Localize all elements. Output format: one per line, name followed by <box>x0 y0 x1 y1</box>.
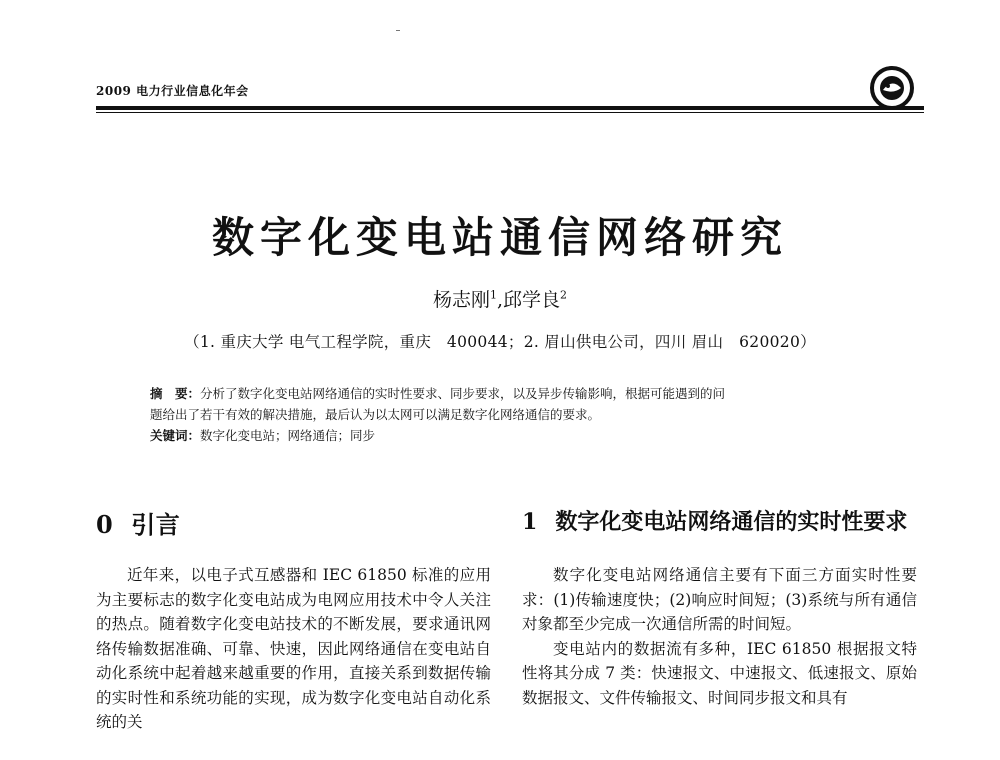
paragraph: 变电站内的数据流有多种，IEC 61850 根据报文特性将其分成 7 类：快速报文、中速报文、低速报文、原始数据报文、文件传输报文、时间同步报文和具有 <box>522 639 917 707</box>
author-name: 杨志刚 <box>432 289 490 311</box>
left-column <box>96 505 491 735</box>
author-separator: , <box>496 289 504 311</box>
author-line <box>0 285 1000 312</box>
author-aff-mark: 2 <box>560 288 568 302</box>
abstract-label: 摘 要： <box>150 386 201 401</box>
running-title: 2009 电力行业信息化年会 <box>96 84 249 98</box>
section-number: 0 <box>96 510 114 539</box>
paragraph: 近年来，以电子式互感器和 IEC 61850 标准的应用为主要标志的数字化变电站成为电网应用技术中令人关注的热点。随着数字化变电站技术的不断发展，要求通讯网络传输数据准确、可靠、快速，因此网络通信在变电站自动化系统中起着越来越重要的作用，直接关系到数据传输的实时性和系统功能的实现，成为数字化变电站自动化系统的关 <box>96 566 491 731</box>
abstract-line: 题给出了若干有效的解决措施，最后认为以太网可以满足数字化网络通信的要求。 <box>150 407 601 422</box>
section-body <box>96 563 491 735</box>
running-header <box>96 80 926 104</box>
author-aff-mark: 1 <box>489 288 497 302</box>
header-rule-thin <box>96 112 924 113</box>
keywords-label: 关键词： <box>150 428 201 443</box>
affiliation-line: （1. 重庆大学 电气工程学院，重庆 400044；2. 眉山供电公司，四川 眉山 620020） <box>184 333 816 351</box>
paper-title: 数字化变电站通信网络研究 <box>211 213 788 262</box>
scan-mark <box>396 30 400 31</box>
author-name: 邱学良 <box>503 289 561 311</box>
keywords-text: 数字化变电站；网络通信；同步 <box>200 428 376 443</box>
section-title: 数字化变电站网络通信的实时性要求 <box>555 509 908 535</box>
abstract-line <box>150 383 880 404</box>
conference-logo-icon <box>868 64 916 112</box>
keywords-line <box>150 425 880 446</box>
section-heading-realtime <box>522 505 917 553</box>
paragraph: 数字化变电站网络通信主要有下面三方面实时性要求：(1)传输速度快；(2)响应时间短；(3)系统与所有通信对象都至少完成一次通信所需的时间短。 <box>522 566 917 633</box>
section-body <box>522 563 917 710</box>
abstract-text-1: 分析了数字化变电站网络通信的实时性要求、同步要求，以及异步传输影响，根据可能遇到的问 <box>200 386 726 401</box>
section-number: 1 <box>522 509 538 535</box>
right-column <box>522 505 917 710</box>
section-heading-introduction <box>96 505 491 553</box>
section-title: 引言 <box>131 510 181 539</box>
header-rule-thick <box>96 106 924 110</box>
abstract-block <box>150 383 880 446</box>
